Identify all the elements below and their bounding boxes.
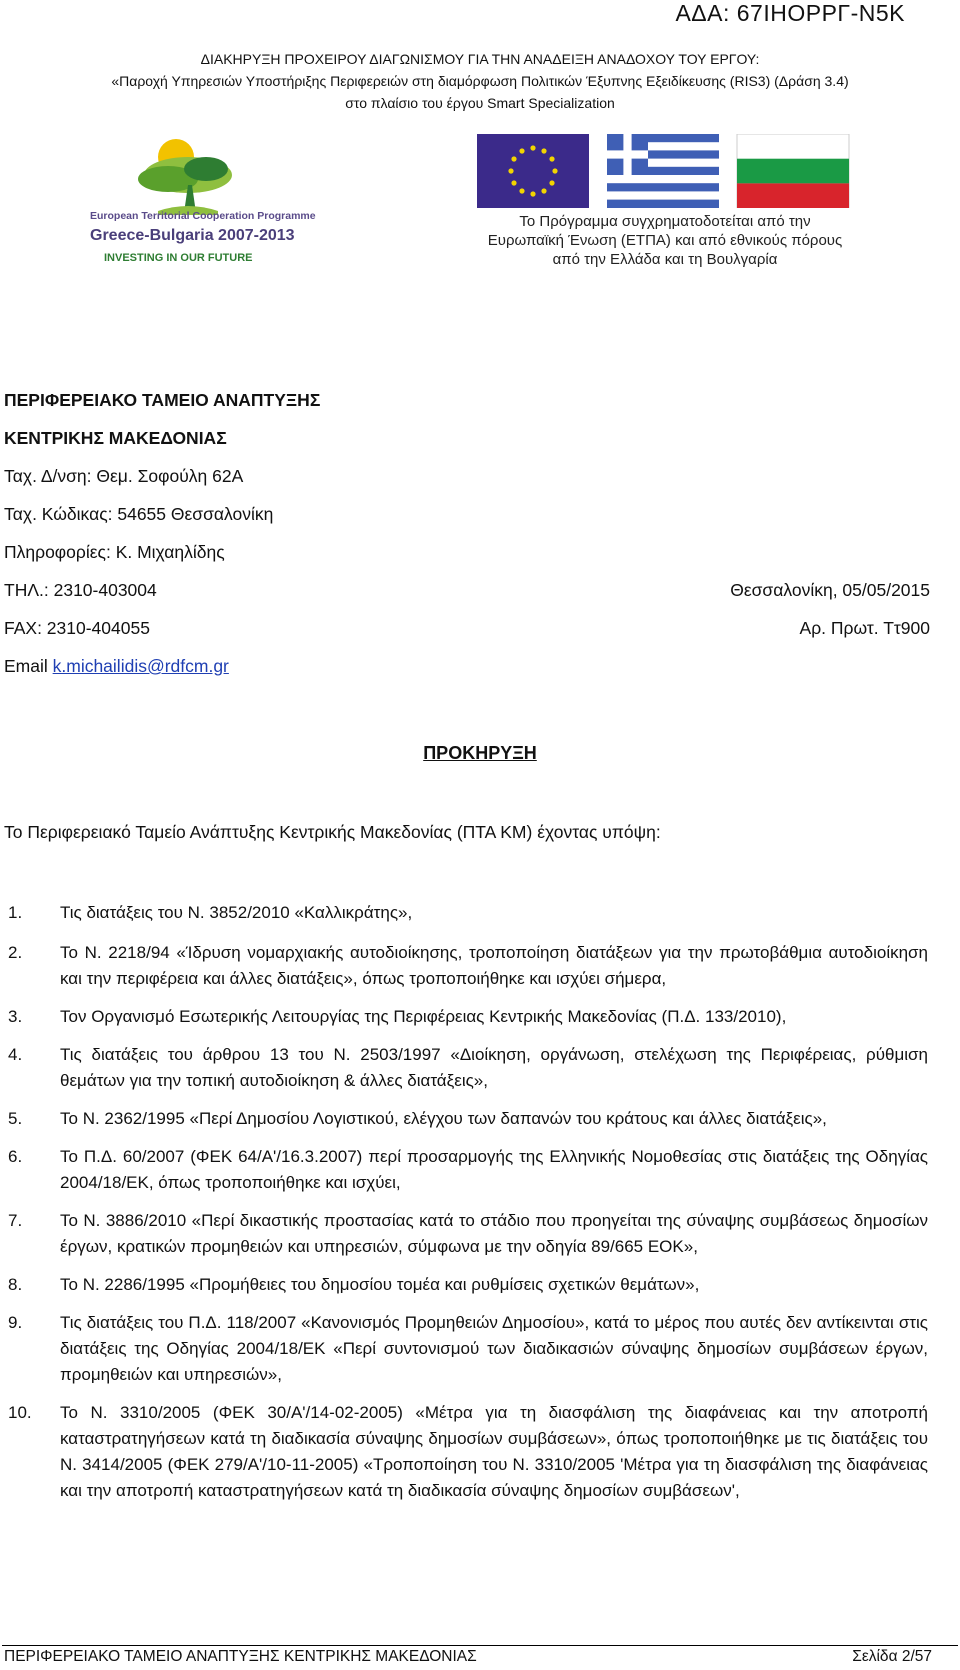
- fax-number: FAX: 2310-404055: [4, 618, 150, 638]
- protocol-number: Αρ. Πρωτ. Ττ900: [799, 618, 930, 638]
- header-line-2: «Παροχή Υπηρεσιών Υποστήριξης Περιφερειών στη διαμόρφωση Πολιτικών Έξυπνης Εξειδίκευσης (RIS3) (Δράση 3.4): [111, 73, 849, 89]
- phone-row: [4, 577, 934, 615]
- document-title: ΠΡΟΚΗΡΥΞΗ: [423, 743, 537, 763]
- item-text: Τις διατάξεις του άρθρου 13 του Ν. 2503/1997 «Διοίκηση, οργάνωση, στελέχωση της Περιφέρειας, ρύθμιση θεμάτων για την τοπική αυτοδιοίκηση & άλλες διατάξεις»,: [60, 1045, 928, 1090]
- item-text: Το Π.Δ. 60/2007 (ΦΕΚ 64/Α'/16.3.2007) περί προσαρμογής της Ελληνικής Νομοθεσίας στις διατάξεις της Οδηγίας 2004/18/ΕΚ, όπως τροποποιήθηκε και ισχύει,: [60, 1147, 928, 1192]
- bulgarian-flag-icon: [737, 134, 849, 208]
- list-item: [4, 1208, 928, 1260]
- list-item: [4, 1106, 928, 1132]
- list-item: [4, 1042, 928, 1094]
- item-text: Το Ν. 3886/2010 «Περί δικαστικής προστασίας κατά το στάδιο που προηγείται της σύναψης συμβάσεως δημοσίων έργων, κρατικών προμηθειών και υπηρεσιών, σύμφωνα με την οδηγία 89/665 ΕΟΚ»,: [60, 1211, 928, 1256]
- item-number: 8.: [8, 1275, 23, 1294]
- list-item: [4, 1272, 928, 1298]
- flags-row: [477, 134, 877, 208]
- list-item: [4, 900, 928, 926]
- item-text: Τις διατάξεις του Π.Δ. 118/2007 «Κανονισμός Προμηθειών Δημοσίου», κατά το μέρος που αυτές δεν αντίκεινται στις διατάξεις της Οδηγίας 2004/18/ΕΚ «Περί συντονισμού των διαδικασιών σύναψης δημοσίων συμβάσεων έργων, προμηθειών και υπηρεσιών»,: [60, 1313, 928, 1384]
- postal-code: Ταχ. Κώδικας: 54655 Θεσσαλονίκη: [4, 504, 274, 524]
- item-text: Τις διατάξεις του Ν. 3852/2010 «Καλλικράτης»,: [60, 903, 413, 922]
- logo-line-2: Greece-Bulgaria 2007-2013: [90, 227, 295, 244]
- document-date: Θεσσαλονίκη, 05/05/2015: [730, 580, 930, 600]
- item-number: 1.: [8, 903, 23, 922]
- item-number: 4.: [8, 1045, 23, 1064]
- funding-note: [440, 212, 890, 269]
- fax-row: [4, 615, 934, 653]
- programme-logo: [88, 135, 348, 275]
- item-number: 6.: [8, 1147, 23, 1166]
- eu-flag-icon: [477, 134, 589, 208]
- logo-line-1: European Territorial Cooperation Programme: [90, 210, 316, 222]
- item-text: Το Ν. 3310/2005 (ΦΕΚ 30/Α'/14-02-2005) «Μέτρα για τη διασφάλιση της διαφάνειας και την αποτροπή καταστρατηγήσεων κατά τη διαδικασία σύναψης δημοσίων συμβάσεων», όπως τροποποιήθηκε με τις διατάξεις του Ν. 3414/2005 (ΦΕΚ 279/Α'/10-11-2005) «Τροποποίηση του Ν. 3310/2005 'Μέτρα για τη διασφάλιση της διαφάνειας και την αποτροπή καταστρατηγήσεων κατά τη διαδικασία σύναψης δημοσίων συμβάσεων',: [60, 1403, 928, 1500]
- intro-text: Το Περιφερειακό Ταμείο Ανάπτυξης Κεντρικής Μακεδονίας (ΠΤΑ ΚΜ) έχοντας υπόψη:: [4, 822, 661, 842]
- item-text: Το Ν. 2286/1995 «Προμήθειες του δημοσίου τομέα και ρυθμίσεις σχετικών θεμάτων»,: [60, 1275, 700, 1294]
- item-number: 5.: [8, 1109, 23, 1128]
- email-link[interactable]: k.michailidis@rdfcm.gr: [52, 656, 229, 676]
- org-name-line-2: ΚΕΝΤΡΙΚΗΣ ΜΑΚΕΔΟΝΙΑΣ: [4, 428, 227, 448]
- funding-line-2: Ευρωπαϊκή Ένωση (ΕΤΠΑ) και από εθνικούς πόρους: [487, 232, 843, 249]
- item-number: 7.: [8, 1211, 23, 1230]
- phone-number: ΤΗΛ.: 2310-403004: [4, 580, 157, 600]
- footer-divider: [2, 1645, 958, 1646]
- greek-flag-icon: [607, 134, 719, 208]
- funding-line-3: από την Ελλάδα και τη Βουλγαρία: [552, 251, 778, 268]
- ada-code: ΑΔΑ: 67ΙΗΟΡΡΓ-Ν5Κ: [675, 0, 905, 26]
- document-header: [0, 48, 960, 114]
- list-item: [4, 1400, 928, 1504]
- item-number: 2.: [8, 943, 23, 962]
- email-row: [4, 653, 934, 691]
- list-item: [4, 1310, 928, 1388]
- item-text: Τον Οργανισμό Εσωτερικής Λειτουργίας της Περιφέρειας Κεντρικής Μακεδονίας (Π.Δ. 133/2010),: [60, 1007, 787, 1026]
- header-line-3: στο πλαίσιο του έργου Smart Specialization: [345, 95, 615, 111]
- email-label: Email: [4, 656, 53, 676]
- page-number: Σελίδα 2/57: [852, 1648, 932, 1665]
- postal-address: Ταχ. Δ/νση: Θεμ. Σοφούλη 62Α: [4, 466, 244, 486]
- header-line-1: ΔΙΑΚΗΡΥΞΗ ΠΡΟΧΕΙΡΟΥ ΔΙΑΓΩΝΙΣΜΟΥ ΓΙΑ ΤΗΝ ΑΝΑΔΕΙΞΗ ΑΝΑΔΟΧΟΥ ΤΟΥ ΕΡΓΟΥ:: [200, 51, 760, 67]
- item-text: Το Ν. 2362/1995 «Περί Δημοσίου Λογιστικού, ελέγχου των δαπανών του κράτους και άλλες διατάξεις»,: [60, 1109, 827, 1128]
- item-number: 3.: [8, 1007, 23, 1026]
- considerations-list: [4, 900, 928, 1504]
- funding-line-1: Το Πρόγραμμα συγχρηματοδοτείται από την: [519, 213, 811, 230]
- tree-icon: [138, 139, 232, 215]
- list-item: [4, 1144, 928, 1196]
- list-item: [4, 1004, 928, 1030]
- logo-line-3: INVESTING IN OUR FUTURE: [104, 252, 253, 264]
- item-number: 10.: [8, 1403, 32, 1422]
- footer-org: ΠΕΡΙΦΕΡΕΙΑΚΟ ΤΑΜΕΙΟ ΑΝΑΠΤΥΞΗΣ ΚΕΝΤΡΙΚΗΣ ΜΑΚΕΔΟΝΙΑΣ: [4, 1648, 477, 1665]
- list-item: [4, 940, 928, 992]
- sender-block: [4, 387, 934, 691]
- org-name-line-1: ΠΕΡΙΦΕΡΕΙΑΚΟ ΤΑΜΕΙΟ ΑΝΑΠΤΥΞΗΣ: [4, 390, 321, 410]
- contact-person: Πληροφορίες: Κ. Μιχαηλίδης: [4, 542, 225, 562]
- item-text: Το Ν. 2218/94 «Ίδρυση νομαρχιακής αυτοδιοίκησης, τροποποίηση διατάξεων για την πρωτοβάθμια αυτοδιοίκηση και την περιφέρεια και άλλες διατάξεις», όπως τροποποιήθηκε και ισχύει σήμερα,: [60, 943, 928, 988]
- item-number: 9.: [8, 1313, 23, 1332]
